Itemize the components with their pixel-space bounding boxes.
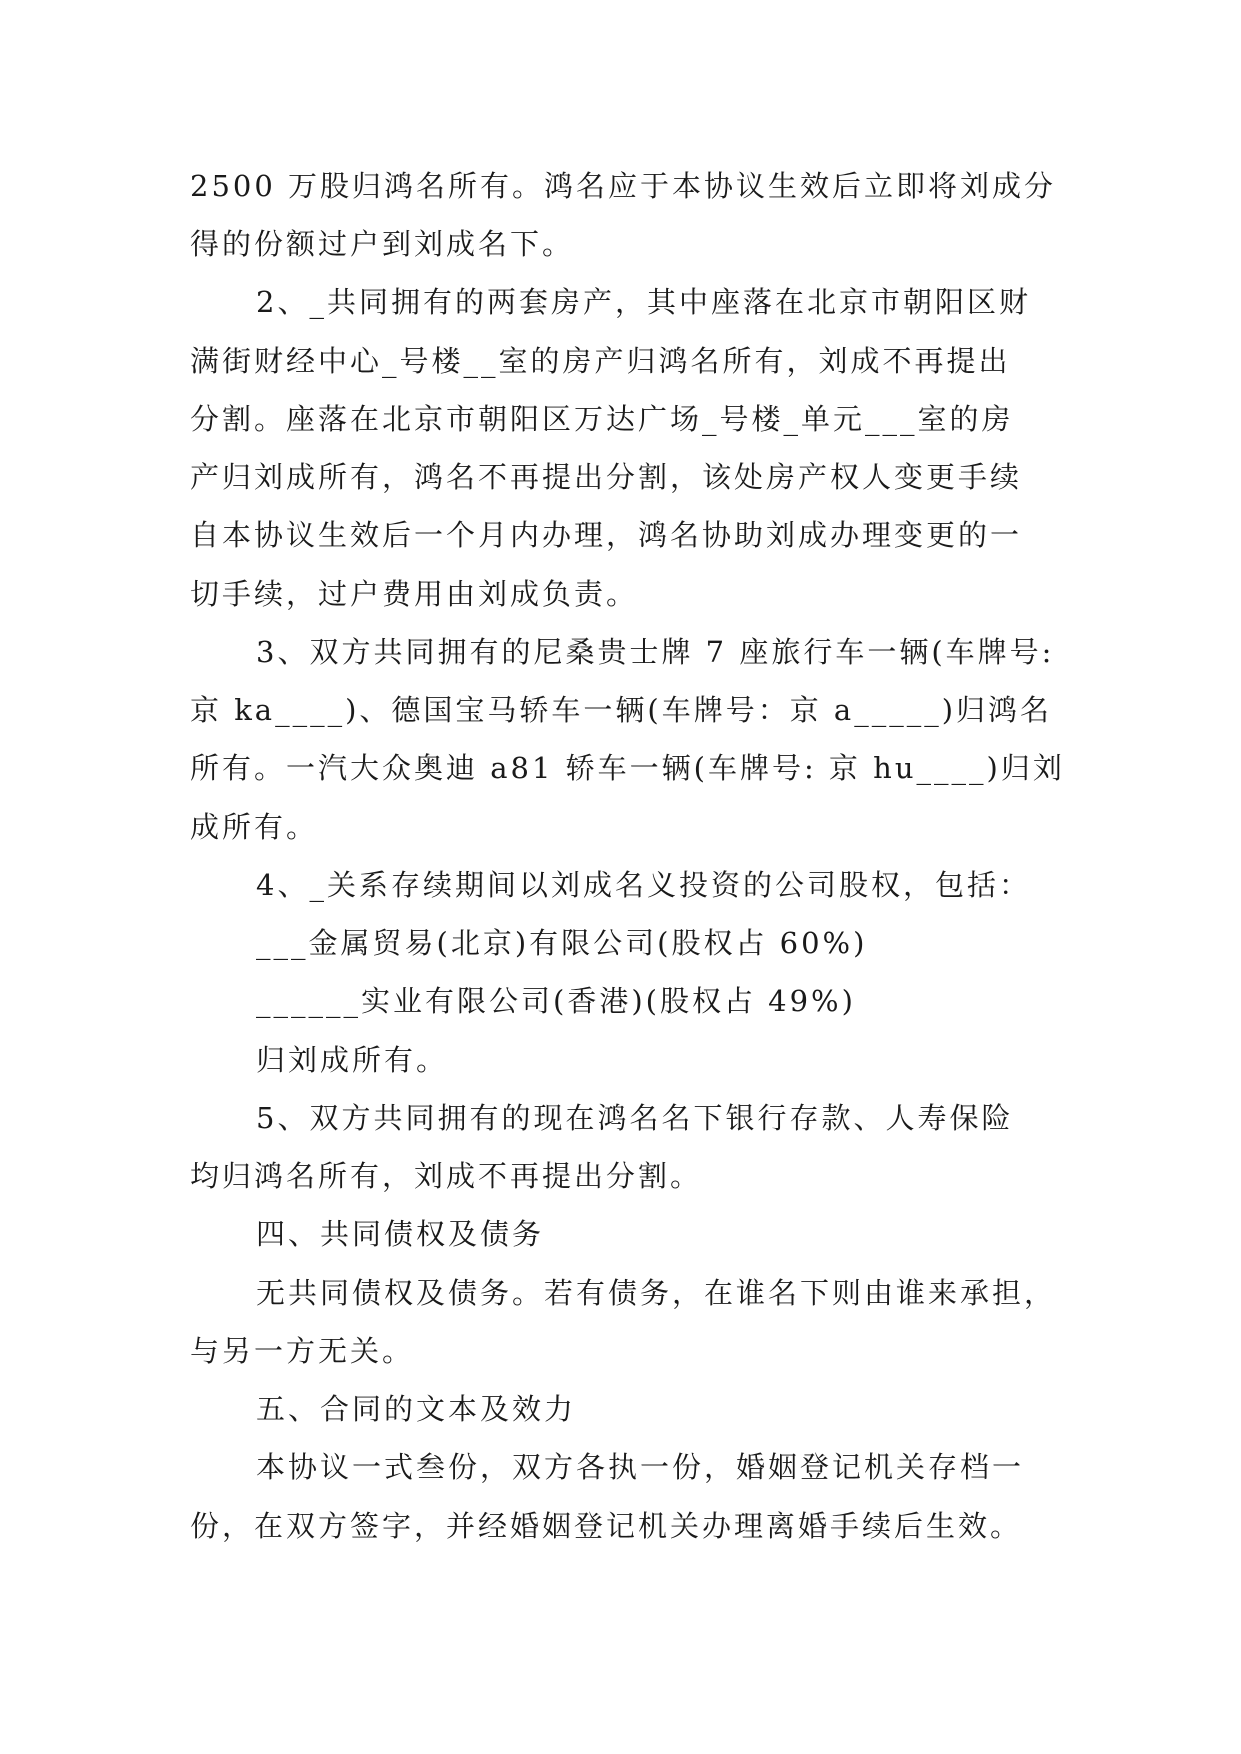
text-line-1: 2500 万股归鸿名所有。鸿名应于本协议生效后立即将刘成分 bbox=[190, 169, 1057, 203]
text-line-23: 本协议一式叁份，双方各执一份，婚姻登记机关存档一 bbox=[256, 1450, 1025, 1484]
text-line-3: 2、_共同拥有的两套房产，其中座落在北京市朝阳区财 bbox=[256, 285, 1031, 319]
text-line-8: 切手续，过户费用由刘成负责。 bbox=[190, 577, 639, 611]
text-line-12: 成所有。 bbox=[190, 810, 319, 844]
section-heading-4: 四、共同债权及债务 bbox=[256, 1217, 545, 1251]
text-line-20: 无共同债权及债务。若有债务，在谁名下则由谁来承担， bbox=[256, 1276, 1057, 1310]
text-line-18: 均归鸿名所有，刘成不再提出分割。 bbox=[190, 1159, 703, 1193]
text-line-17: 5、双方共同拥有的现在鸿名名下银行存款、人寿保险 bbox=[256, 1101, 1014, 1135]
text-line-13: 4、_关系存续期间以刘成名义投资的公司股权，包括： bbox=[256, 868, 1031, 902]
section-heading-5: 五、合同的文本及效力 bbox=[256, 1392, 577, 1426]
text-line-6: 产归刘成所有，鸿名不再提出分割，该处房产权人变更手续 bbox=[190, 460, 1023, 494]
text-line-7: 自本协议生效后一个月内办理，鸿名协助刘成办理变更的一 bbox=[190, 518, 1023, 552]
text-line-16: 归刘成所有。 bbox=[256, 1043, 449, 1077]
text-line-14: ___金属贸易(北京)有限公司(股权占 60%) bbox=[256, 926, 868, 960]
text-line-11: 所有。一汽大众奥迪 a81 轿车一辆(车牌号: 京 hu____)归刘 bbox=[190, 751, 1065, 785]
text-line-9: 3、双方共同拥有的尼桑贵士牌 7 座旅行车一辆(车牌号: bbox=[256, 635, 1055, 669]
text-line-4: 满街财经中心_号楼__室的房产归鸿名所有，刘成不再提出 bbox=[190, 344, 1011, 378]
text-line-15: ______实业有限公司(香港)(股权占 49%) bbox=[256, 984, 856, 1018]
text-line-5: 分割。座落在北京市朝阳区万达广场_号楼_单元___室的房 bbox=[190, 402, 1014, 436]
text-line-10: 京 ka____)、德国宝马轿车一辆(车牌号：京 a_____)归鸿名 bbox=[190, 693, 1053, 727]
text-line-2: 得的份额过户到刘成名下。 bbox=[190, 227, 575, 261]
text-line-24: 份，在双方签字，并经婚姻登记机关办理离婚手续后生效。 bbox=[190, 1509, 1023, 1543]
text-line-21: 与另一方无关。 bbox=[190, 1334, 415, 1368]
